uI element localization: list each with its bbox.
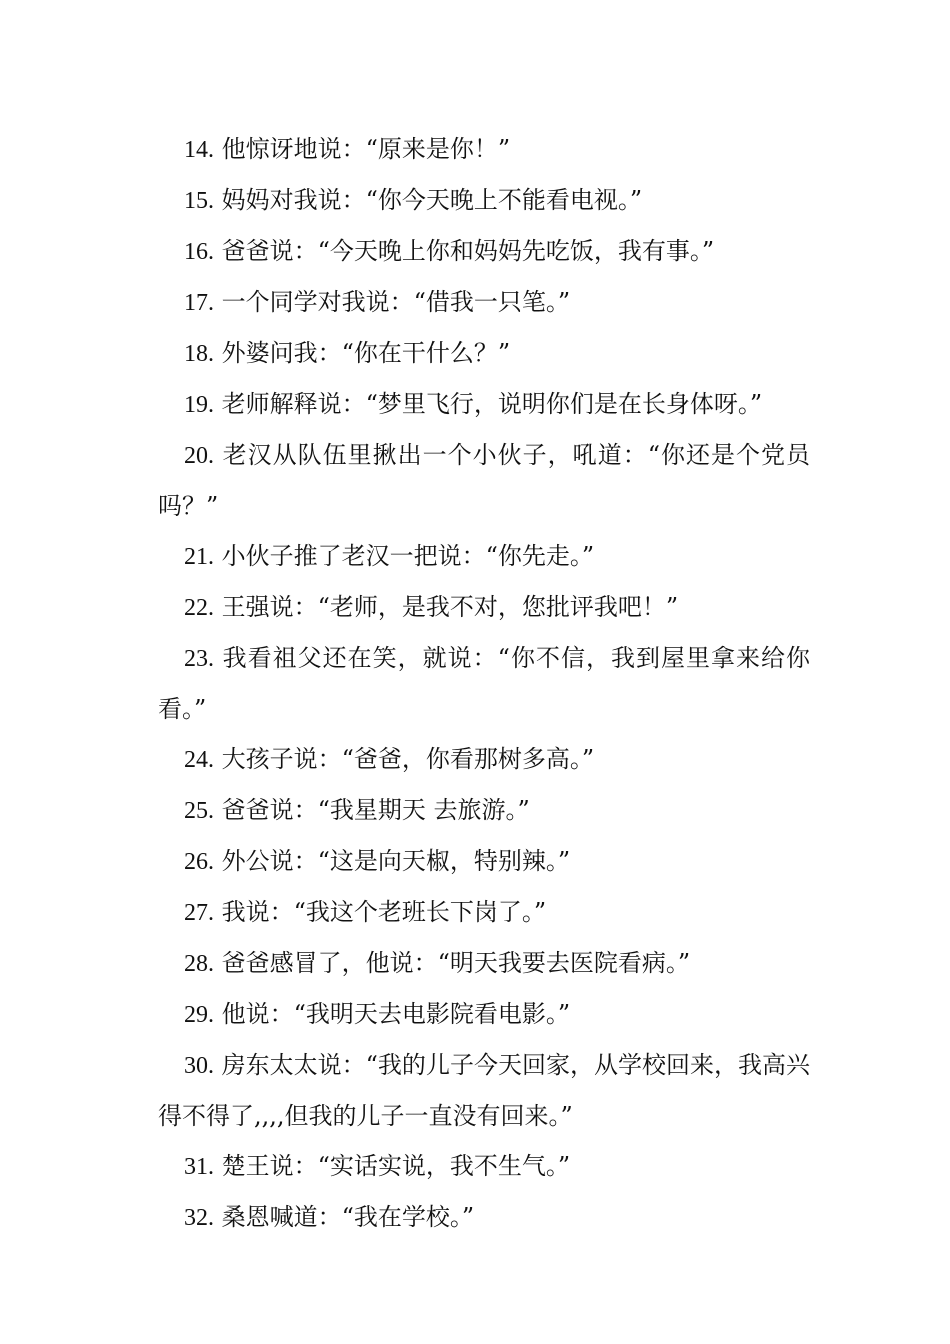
list-item xyxy=(158,430,810,531)
list-item xyxy=(158,1040,810,1141)
item-number: 21. xyxy=(184,544,214,570)
list-item xyxy=(158,1192,810,1243)
list-item xyxy=(158,734,810,785)
list-item xyxy=(158,633,810,734)
item-number: 24. xyxy=(184,747,214,773)
item-text: 一个同学对我说：“借我一只笔。” xyxy=(221,288,571,316)
item-number: 16. xyxy=(184,239,214,265)
item-text: 爸爸说：“今天晚上你和妈妈先吃饭，我有事。” xyxy=(221,237,715,265)
item-text: 我看祖父还在笑，就说：“你不信，我到屋里拿来给你看。” xyxy=(158,644,810,723)
item-number: 28. xyxy=(184,951,214,977)
item-number: 15. xyxy=(184,188,214,214)
item-text: 楚王说：“实话实说，我不生气。” xyxy=(221,1152,571,1180)
item-text: 桑恩喊道：“我在学校。” xyxy=(221,1203,475,1231)
item-number: 18. xyxy=(184,341,214,367)
item-number: 20. xyxy=(184,443,214,469)
list-item xyxy=(158,531,810,582)
item-text: 房东太太说：“我的儿子今天回家，从学校回来，我高兴得不得了,,,,但我的儿子一直没有回来。” xyxy=(158,1051,810,1130)
item-number: 30. xyxy=(184,1053,214,1079)
item-text: 外公说：“这是向天椒，特别辣。” xyxy=(221,847,571,875)
list-item xyxy=(158,124,810,175)
list-item xyxy=(158,328,810,379)
list-item xyxy=(158,836,810,887)
list-item xyxy=(158,277,810,328)
list-item xyxy=(158,1141,810,1192)
item-text: 外婆问我：“你在干什么？” xyxy=(221,339,511,367)
item-number: 17. xyxy=(184,290,214,316)
list-item xyxy=(158,887,810,938)
item-number: 31. xyxy=(184,1154,214,1180)
item-text: 他说：“我明天去电影院看电影。” xyxy=(221,1000,571,1028)
item-text: 老师解释说：“梦里飞行，说明你们是在长身体呀。” xyxy=(221,390,763,418)
item-text: 爸爸说：“我星期天 去旅游。” xyxy=(221,796,530,824)
item-text: 妈妈对我说：“你今天晚上不能看电视。” xyxy=(221,186,643,214)
item-text: 小伙子推了老汉一把说：“你先走。” xyxy=(221,542,595,570)
list-item xyxy=(158,226,810,277)
item-number: 25. xyxy=(184,798,214,824)
item-number: 27. xyxy=(184,900,214,926)
list-item xyxy=(158,582,810,633)
item-number: 14. xyxy=(184,137,214,163)
item-number: 32. xyxy=(184,1205,214,1231)
item-text: 王强说：“老师，是我不对，您批评我吧！” xyxy=(221,593,679,621)
list-item xyxy=(158,938,810,989)
sentence-list xyxy=(158,124,810,1243)
item-number: 23. xyxy=(184,646,214,672)
item-number: 29. xyxy=(184,1002,214,1028)
list-item xyxy=(158,989,810,1040)
item-text: 他惊讶地说：“原来是你！” xyxy=(221,135,511,163)
list-item xyxy=(158,785,810,836)
item-number: 26. xyxy=(184,849,214,875)
item-text: 爸爸感冒了，他说：“明天我要去医院看病。” xyxy=(221,949,691,977)
list-item xyxy=(158,175,810,226)
item-text: 我说：“我这个老班长下岗了。” xyxy=(221,898,547,926)
item-text: 老汉从队伍里揪出一个小伙子，吼道：“你还是个党员吗？” xyxy=(158,441,810,520)
item-number: 19. xyxy=(184,392,214,418)
item-text: 大孩子说：“爸爸，你看那树多高。” xyxy=(221,745,595,773)
list-item xyxy=(158,379,810,430)
item-number: 22. xyxy=(184,595,214,621)
